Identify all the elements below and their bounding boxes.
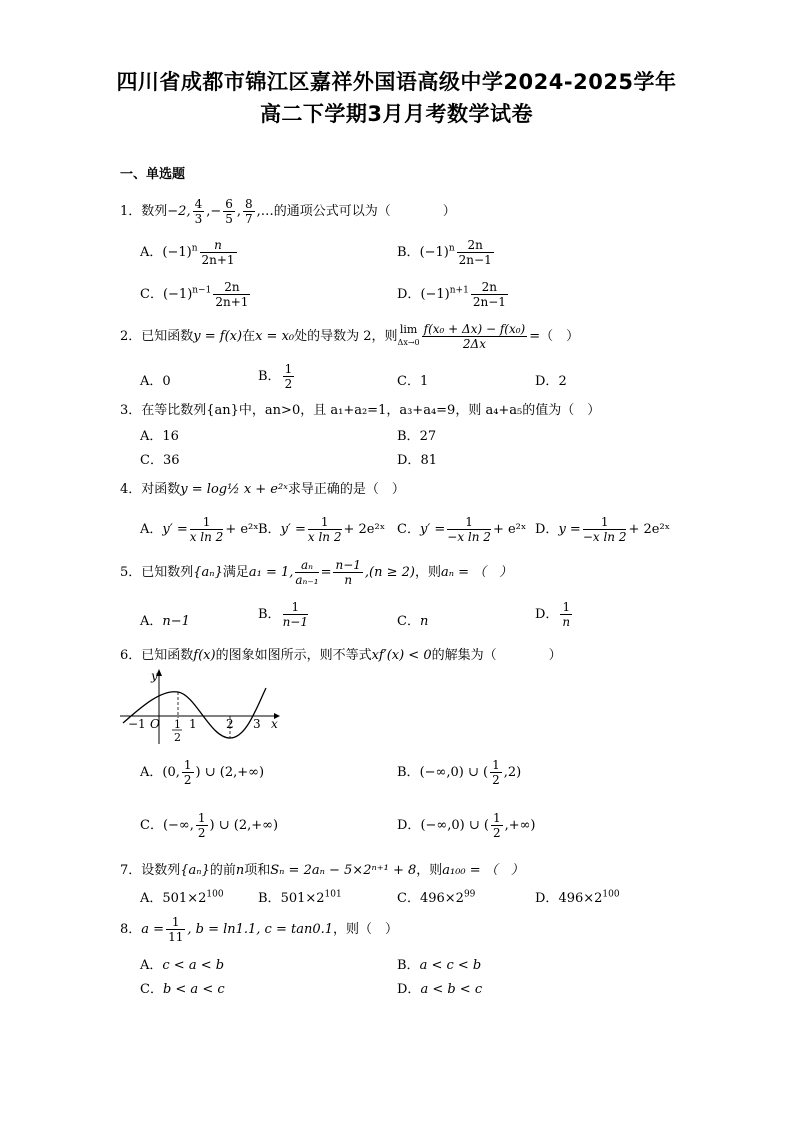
tick-label-one: 1 [189,717,197,731]
tick-label-half-num: 1 [174,718,181,731]
page-title-line1: 四川省成都市锦江区嘉祥外国语高级中学2024-2025学年 [116,70,677,94]
q7-option-c[interactable]: C．$496\times 2^{99}$ [397,889,476,906]
question-5-stem: 5．已知数列{aₙ}满足a₁ = 1, $\frac{\text{aₙ}}{\text{aₙ₋₁}}$ = $\frac{n-1}{n} ,(n \ge 2)$，则aₙ = （ ） [120,558,513,587]
q4-option-c[interactable]: C．y′ = $\frac{1}{\text{−x ln 2}}$ + e²ˣ [397,515,527,544]
question-7-stem: 7．设数列{aₙ}的前n项和Sₙ = 2aₙ − 5×2ⁿ⁺¹ + 8，则a₁₀₀ = （ ） [120,863,524,878]
question-6-stem: 6．已知函数f(x)的图象如图所示，则不等式xf′(x) < 0的解集为（ ） [120,648,562,663]
q6-option-c[interactable]: C．(−∞, $\frac{1}{2}$ ) ∪ (2,+∞) [140,811,279,840]
q6-option-b[interactable]: B．(−∞,0) ∪ ( $\frac{1}{2}$ ,2) [397,758,522,787]
origin-label: O [150,717,160,731]
q4-option-d[interactable]: D．y = $\frac{1}{\text{−x ln 2}}$ + 2e²ˣ [535,515,671,544]
tick-label-minus-one: −1 [128,717,146,731]
x-axis-label: x [271,717,278,731]
tick-label-half-den: 2 [174,731,181,744]
q1-option-c[interactable]: C．$(-1)^{n-1}$ $\frac{2n}{2n+1}$ [140,280,249,309]
y-axis-label: y [151,669,158,683]
q1-option-d[interactable]: D．$(-1)^{n+1}$ $\frac{2n}{2n-1}$ [397,280,506,309]
q8-option-a[interactable]: A．c < a < b [140,958,225,973]
question-1-stem: 1．数列−2, $\frac{4}{3}$ ,− $\frac{6}{5}$ , $\frac{8}{7}$ ,…的通项公式可以为（ ） [120,197,456,226]
question-8-stem: 8．a = $\frac{1}{11}$ , b = ln1.1, c = tan0.1，则（ ） [120,915,399,944]
question-2-stem: 2．已知函数y = f(x)在x = x₀处的导数为 2，则 lim Δx→0 $\frac{\text{f(x₀ + Δx) − f(x₀)}}{2\Delta x}$ =（ ） [120,322,580,351]
q6-option-d[interactable]: D．(−∞,0) ∪ ( $\frac{1}{2}$ ,+∞) [397,811,536,840]
q2-option-b[interactable]: B． $\frac{1}{2}$ [258,362,293,391]
q6-option-a[interactable]: A．(0, $\frac{1}{2}$ ) ∪ (2,+∞) [140,758,265,787]
q5-option-c[interactable]: C．n [397,614,429,629]
section-heading: 一、单选题 [120,167,186,182]
q8-option-b[interactable]: B．a < c < b [397,958,482,973]
tick-label-two: 2 [226,717,234,731]
question-4-stem: 4．对函数y = log½ x + e²ˣ求导正确的是（ ） [120,482,405,497]
q7-option-a[interactable]: A．$501\times 2^{100}$ [140,889,224,906]
q2-option-d[interactable]: D．2 [535,374,567,389]
tick-label-three: 3 [253,717,261,731]
page-title-line2: 高二下学期3月月考数学试卷 [259,102,534,126]
fraction: $\frac{8}{7}$ [245,197,253,226]
function-graph [118,664,283,746]
q4-option-b[interactable]: B．y′ = $\frac{1}{\text{x ln 2}}$ + 2e²ˣ [258,515,386,544]
q4-option-a[interactable]: A．y′ = $\frac{1}{\text{x ln 2}}$ + e²ˣ [140,515,259,544]
q1-option-a[interactable]: A．$(-1)^n$ $\frac{n}{2n+1}$ [140,238,235,267]
q3-option-c[interactable]: C．36 [140,453,180,468]
q8-option-c[interactable]: C．b < a < c [140,982,225,997]
q8-option-d[interactable]: D．a < b < c [397,982,483,997]
q5-option-b[interactable]: B． $\frac{1}{n-1}$ [258,600,308,629]
q3-option-d[interactable]: D．81 [397,453,437,468]
q5-option-a[interactable]: A．n−1 [140,614,190,629]
fraction: $\frac{4}{3}$ [194,197,203,226]
q7-option-d[interactable]: D．$496\times 2^{100}$ [535,889,620,906]
q5-option-d[interactable]: D． $\frac{1}{n}$ [535,600,571,629]
fraction: $\frac{6}{5}$ [225,197,233,226]
q1-option-b[interactable]: B．$(-1)^n$ $\frac{2n}{2n-1}$ [397,238,492,267]
q2-option-a[interactable]: A．0 [140,374,171,389]
q3-option-a[interactable]: A．16 [140,429,179,444]
q3-option-b[interactable]: B．27 [397,429,437,444]
q2-option-c[interactable]: C．1 [397,374,429,389]
q7-option-b[interactable]: B．$501\times 2^{101}$ [258,889,342,906]
question-3-stem: 3．在等比数列{an}中，an>0，且 a₁+a₂=1，a₃+a₄=9，则 a₄+a₅的值为（ ） [120,403,601,418]
